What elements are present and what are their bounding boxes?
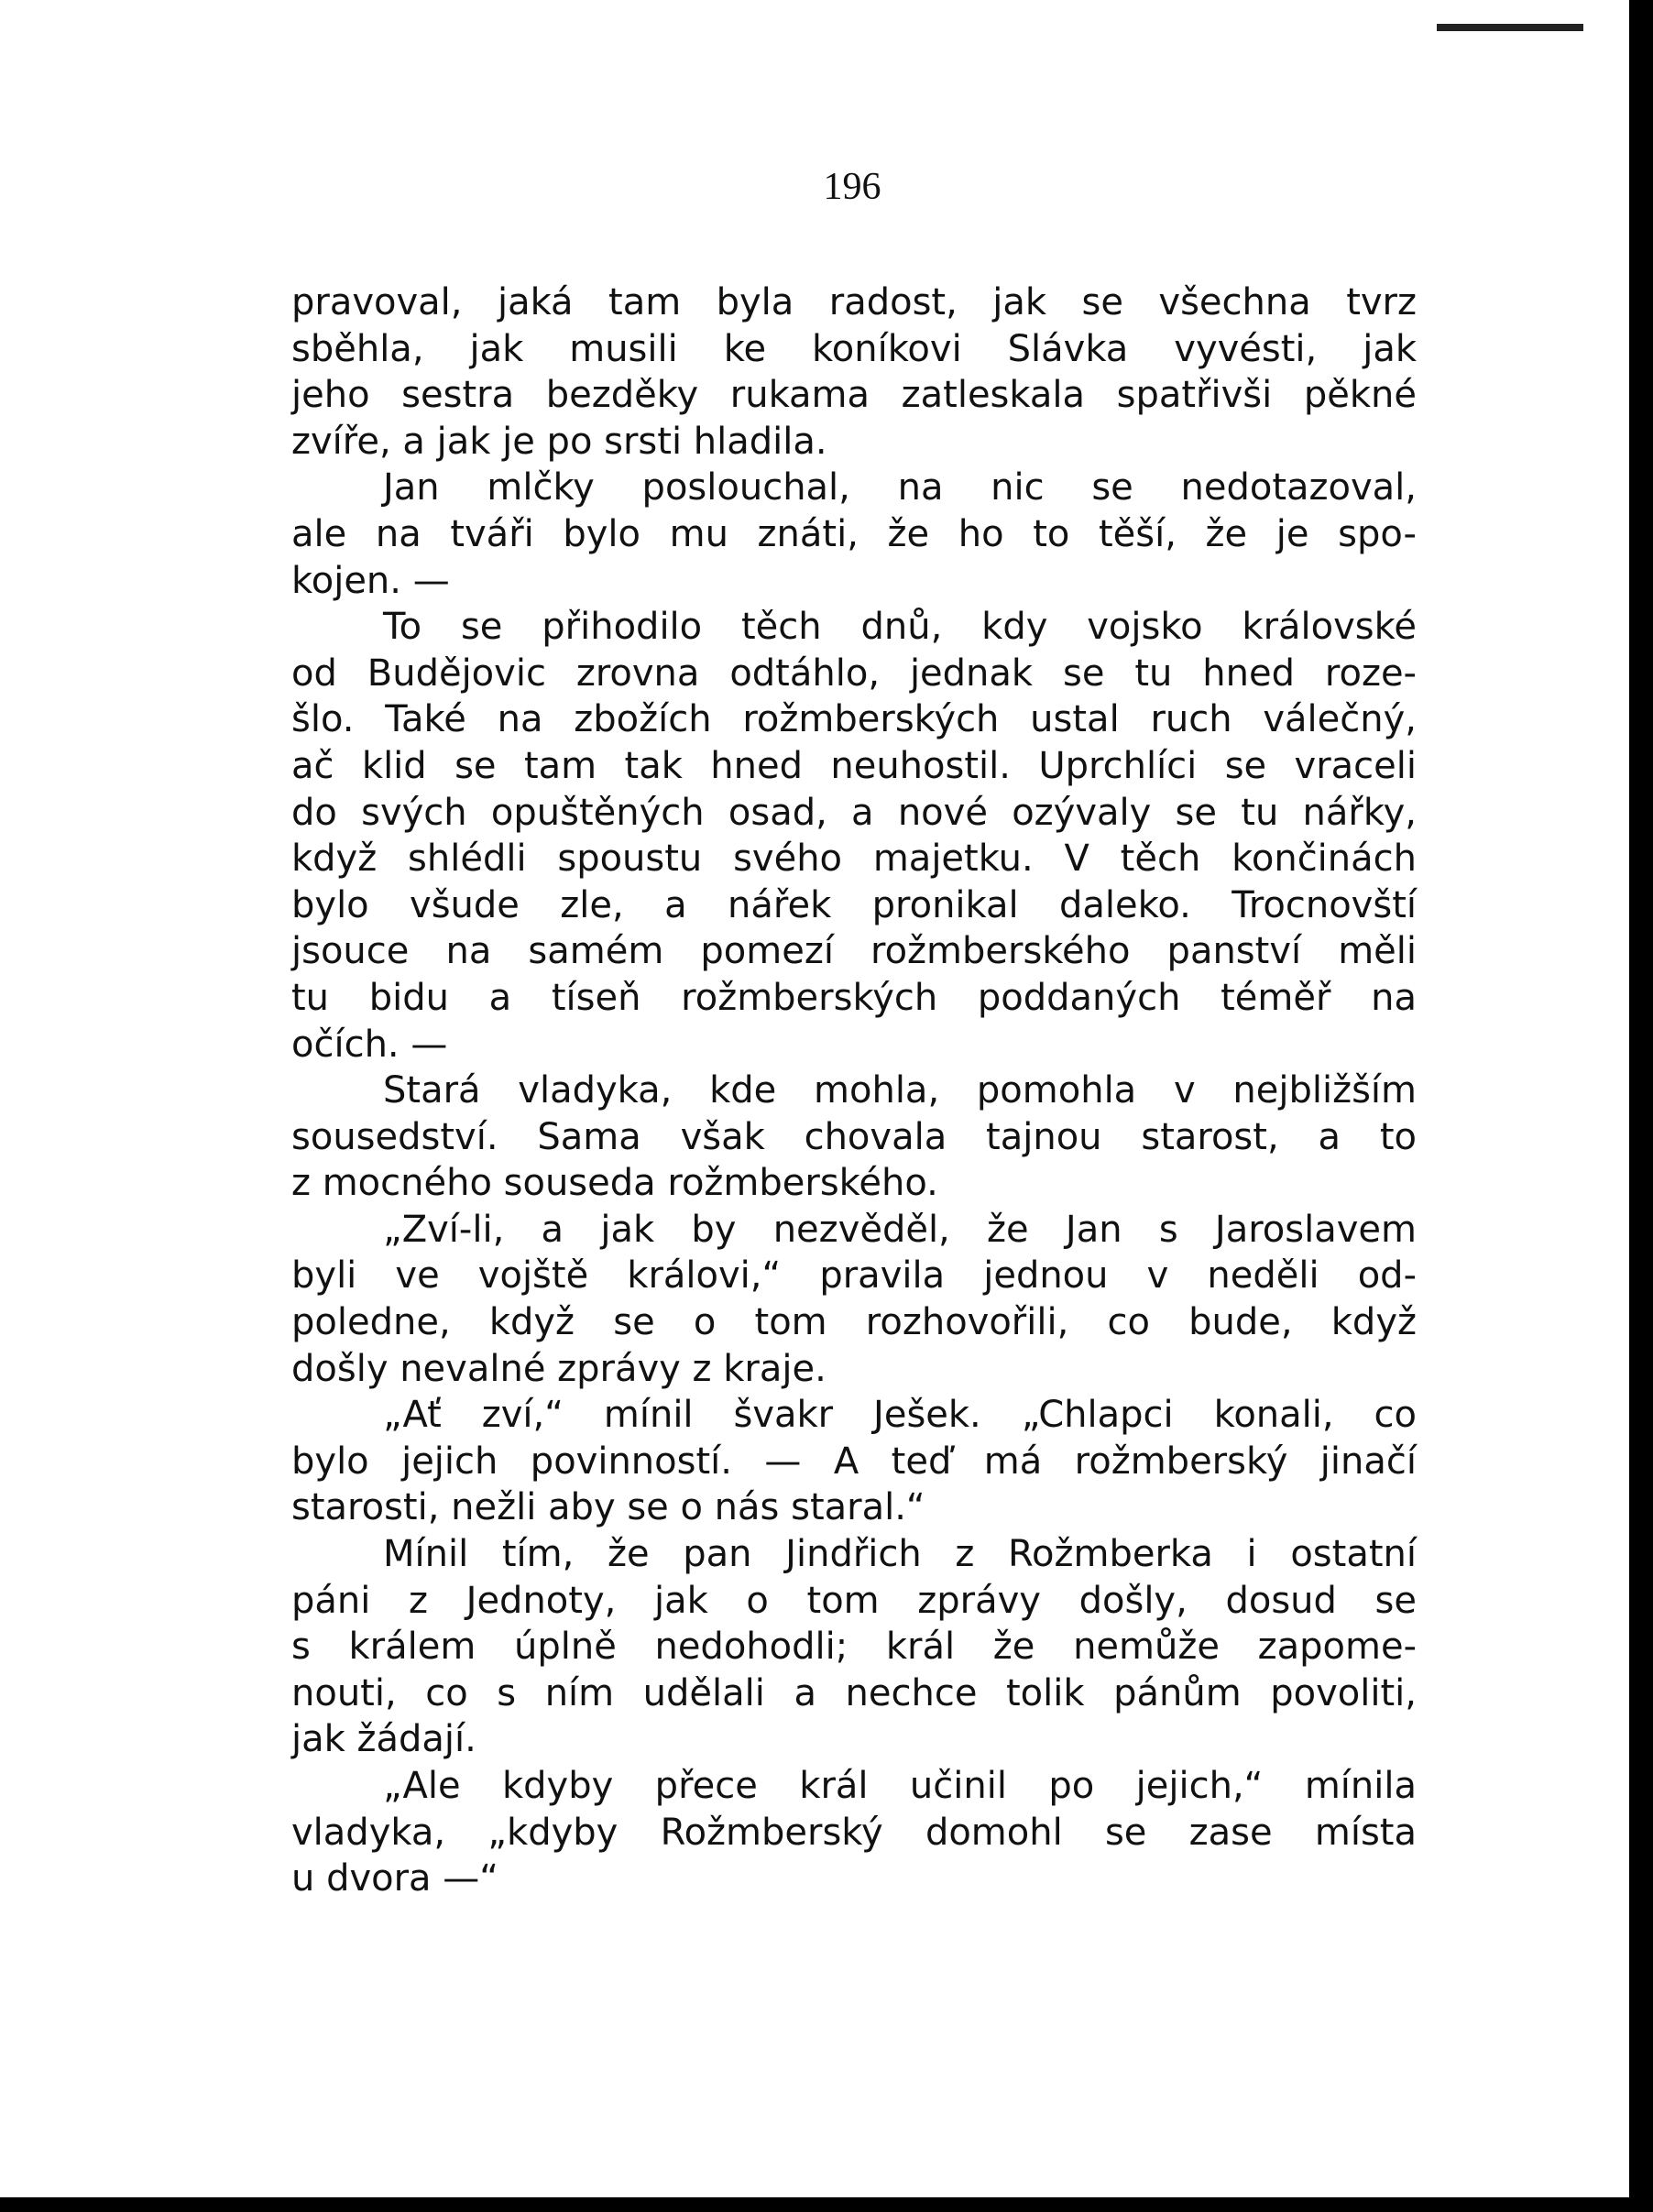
text-line: z mocného souseda rožmberského. <box>291 1162 938 1205</box>
text-line: zvíře, a jak je po srsti hladila. <box>291 420 827 463</box>
text-line: „Ať zví,“ mínil švakr Ješek. „Chlapci konali, co <box>383 1394 1417 1437</box>
text-line: jeho sestra bezděky rukama zatleskala spatřivši pěkné <box>291 374 1417 417</box>
text-line: jak žádají. <box>291 1718 476 1761</box>
text-line: páni z Jednoty, jak o tom zprávy došly, dosud se <box>291 1579 1417 1622</box>
scan-edge-mark <box>1437 24 1583 31</box>
text-line: pravoval, jaká tam byla radost, jak se všechna tvrz <box>291 281 1417 323</box>
text-line: došly nevalné zprávy z kraje. <box>291 1347 826 1390</box>
text-line: „Ale kdyby přece král učinil po jejich,“ mínila <box>383 1765 1417 1807</box>
text-line: Jan mlčky poslouchal, na nic se nedotazoval, <box>383 466 1417 509</box>
text-line: od Budějovic zrovna odtáhlo, jednak se tu hned roze- <box>291 652 1417 695</box>
text-line: byli ve vojště královi,“ pravila jednou v neděli od- <box>291 1254 1417 1298</box>
text-line: u dvora —“ <box>291 1857 498 1900</box>
page-number: 196 <box>823 166 881 208</box>
text-line: vladyka, „kdyby Rožmberský domohl se zase místa <box>291 1811 1417 1854</box>
text-line: „Zví-li, a jak by nezvěděl, že Jan s Jaroslavem <box>383 1208 1417 1251</box>
text-line: nouti, co s ním udělali a nechce tolik pánům povoliti, <box>291 1671 1417 1714</box>
text-line: bylo všude zle, a nářek pronikal daleko. Trocnovští <box>291 883 1417 926</box>
scan-bottom-border <box>0 2197 1653 2212</box>
text-line: bylo jejich povinností. — A teď má rožmberský jinačí <box>291 1440 1417 1483</box>
text-line: To se přihodilo těch dnů, kdy vojsko královské <box>383 606 1417 649</box>
text-line: očích. — <box>291 1023 448 1066</box>
text-line: tu bidu a tíseň rožmberských poddaných téměř na <box>291 976 1417 1019</box>
text-line: když shlédli spoustu svého majetku. V těch končinách <box>291 838 1417 881</box>
text-line: kojen. — <box>291 559 450 602</box>
text-line: Mínil tím, že pan Jindřich z Rožmberka i ostatní <box>383 1533 1417 1576</box>
text-line: do svých opuštěných osad, a nové ozývaly se tu nářky, <box>291 791 1417 834</box>
text-line: šlo. Také na zbožích rožmberských ustal ruch válečný, <box>291 698 1417 741</box>
text-line: s králem úplně nedohodli; král že nemůže zapome- <box>291 1626 1417 1669</box>
text-line: sousedství. Sama však chovala tajnou starost, a to <box>291 1115 1417 1158</box>
text-line: jsouce na samém pomezí rožmberského panství měli <box>291 930 1417 973</box>
text-line: sběhla, jak musili ke koníkovi Slávka vyvésti, jak <box>291 327 1417 370</box>
text-line: poledne, když se o tom rozhovořili, co bude, když <box>291 1301 1417 1344</box>
text-line: starosti, nežli aby se o nás staral.“ <box>291 1486 925 1529</box>
text-line: ale na tváři bylo mu znáti, že ho to těší, že je spo- <box>291 512 1417 555</box>
text-line: ač klid se tam tak hned neuhostil. Uprchlíci se vraceli <box>291 744 1417 787</box>
body-text <box>291 279 1417 1902</box>
scan-right-border <box>1629 0 1653 2212</box>
text-line: Stará vladyka, kde mohla, pomohla v nejbližším <box>383 1069 1417 1112</box>
